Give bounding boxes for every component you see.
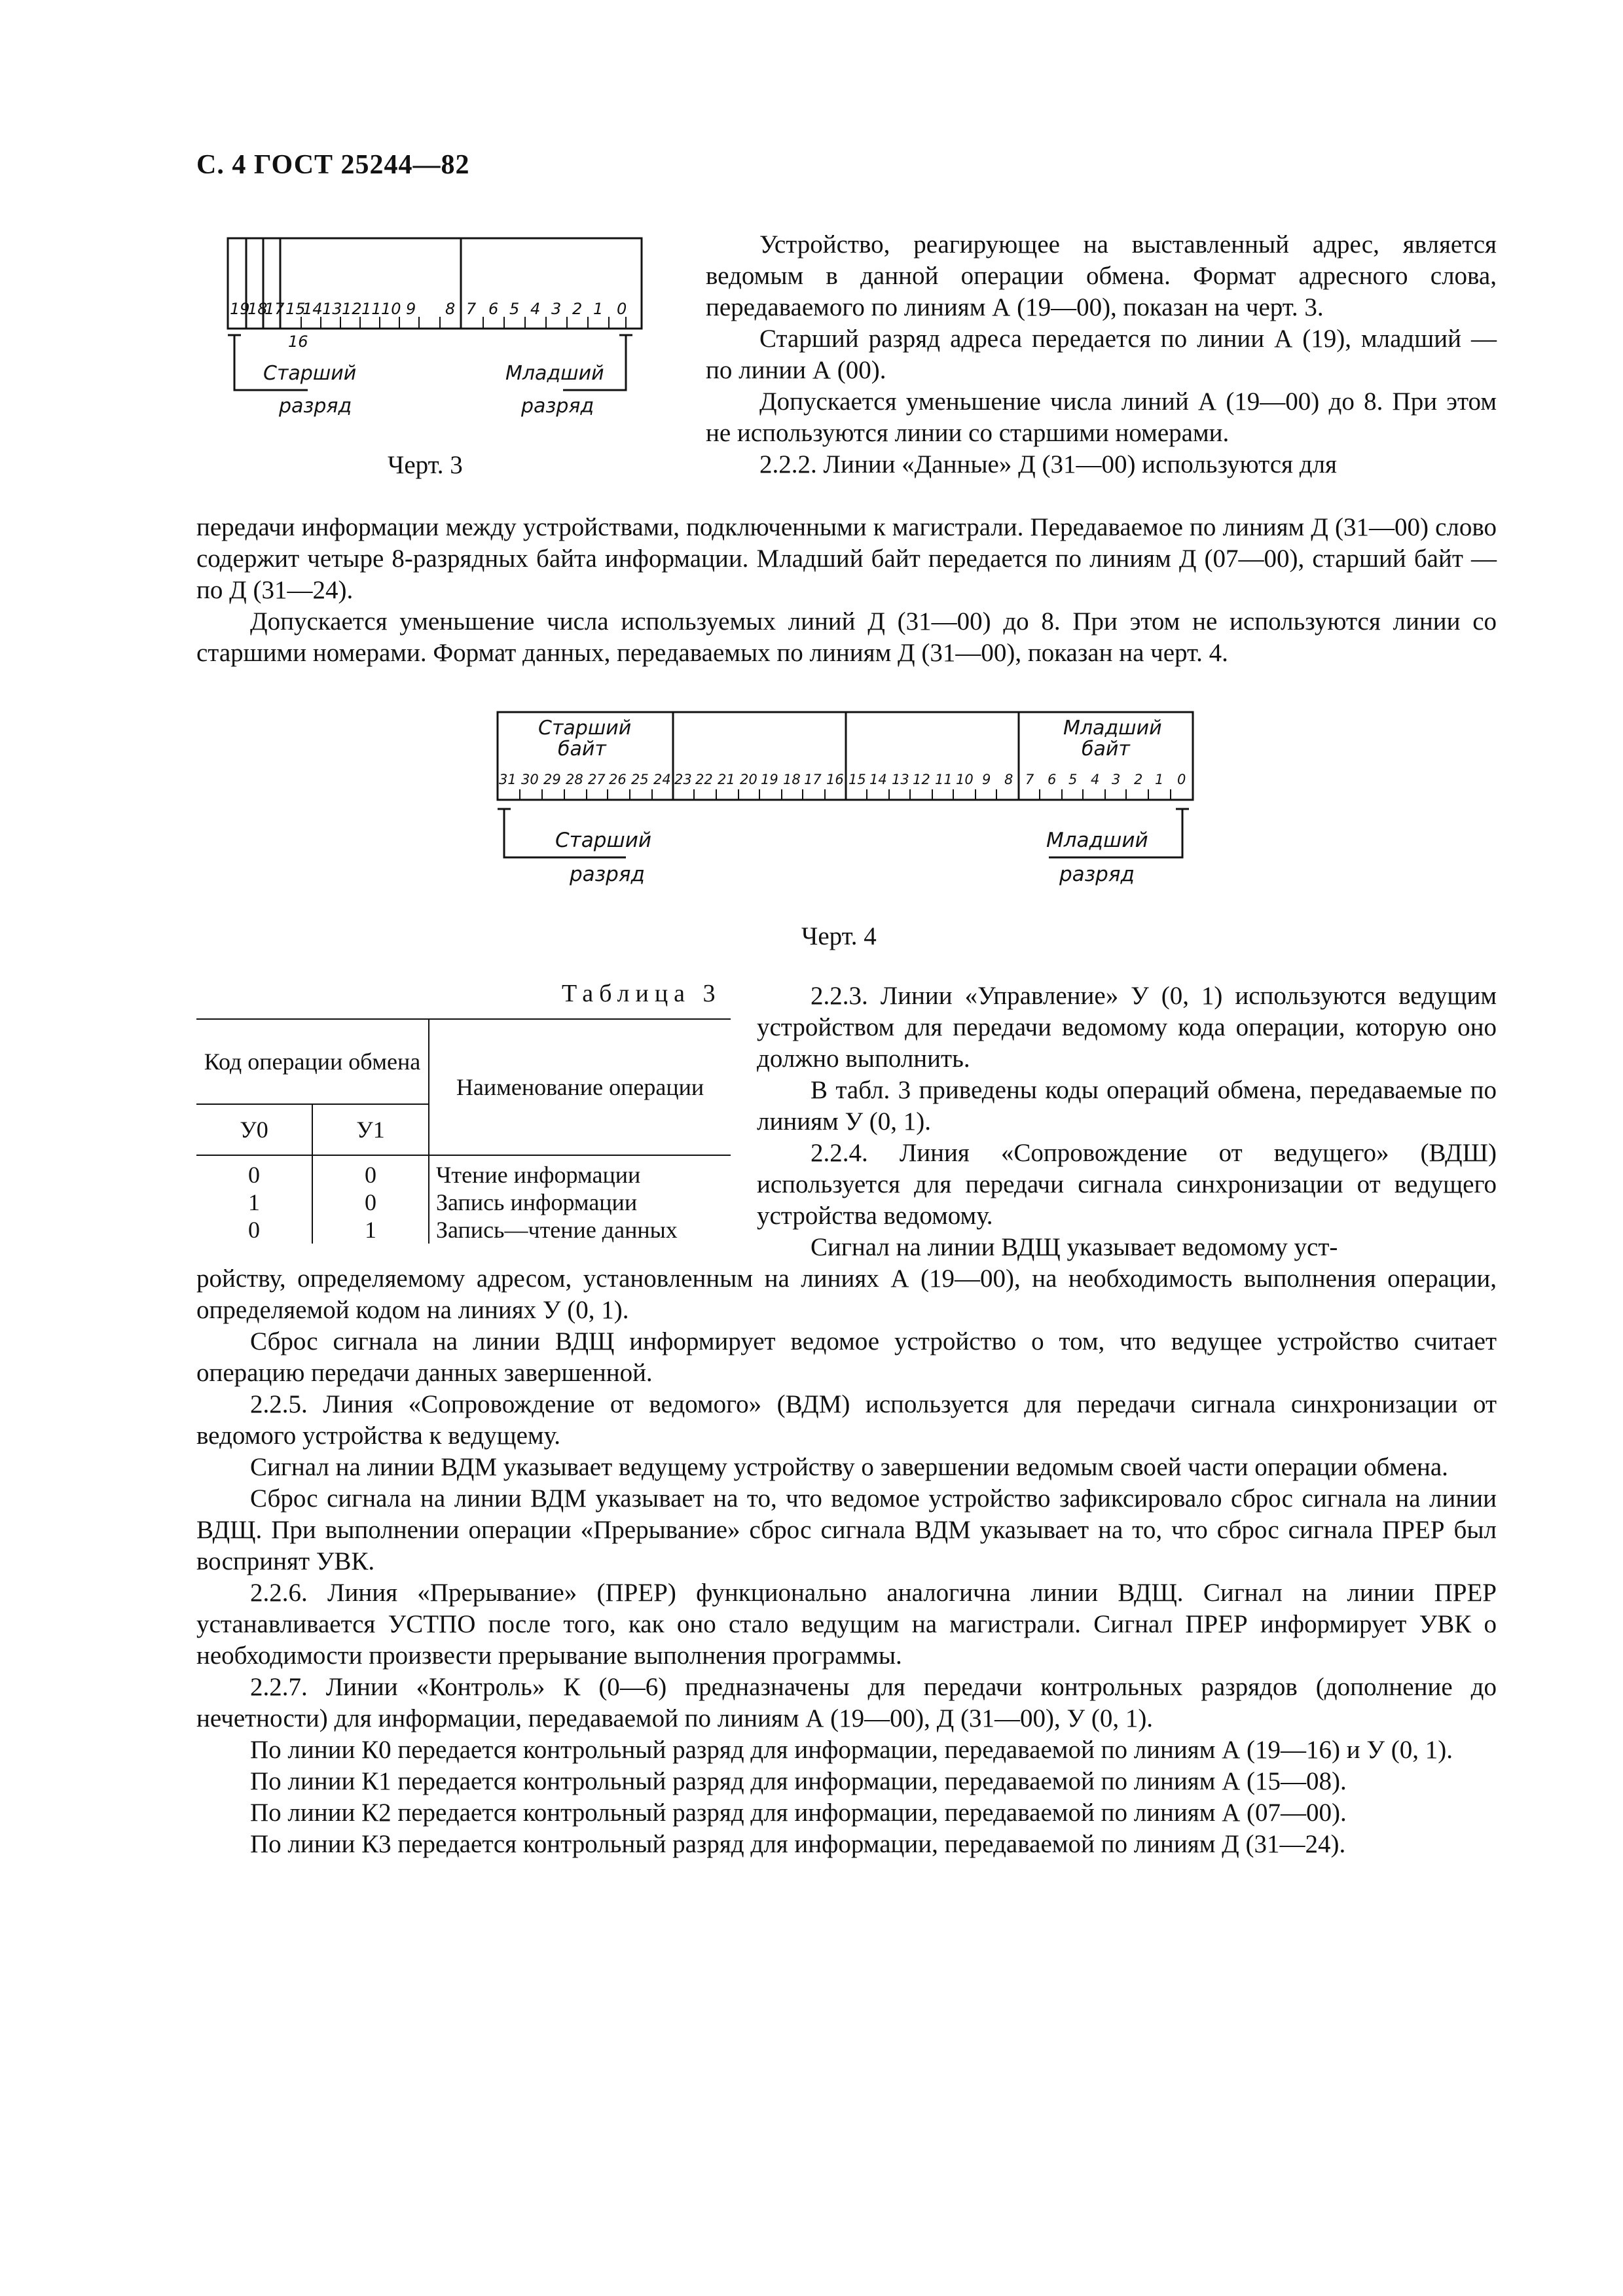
fig4-bait-left: байт (558, 738, 606, 761)
fig4-bit: 12 (913, 772, 930, 787)
fig3-bit: 11 (361, 300, 382, 318)
paragraph: По линии К2 передается контрольный разряд для информации, передаваемой по линиям А (07—00). (250, 1799, 1347, 1827)
table3-cell: 1 (312, 1216, 429, 1244)
table3-cell: 0 (312, 1161, 429, 1189)
paragraph: 2.2.3. Линии «Управление» У (0, 1) используются ведущим устройством для передачи ведомому кода операции, которую оно должно выполнить. (757, 982, 1497, 1073)
paragraph: Допускается уменьшение числа используемых линий Д (31—00) до 8. При этом не используются линии со старшими номерами. Формат данных, передаваемых по линиям Д (31—00), показан на черт. 4. (196, 607, 1497, 667)
fig4-bit: 0 (1177, 772, 1186, 787)
table-row (196, 1161, 731, 1189)
fig3-bit: 6 (488, 300, 499, 318)
fig3-bit: 5 (509, 300, 520, 318)
fig4-senior-byte: Старший (538, 717, 632, 740)
fig3-bit: 13 (322, 300, 342, 318)
fig3-bit: 7 (466, 300, 477, 318)
fig4-bit: 16 (826, 772, 844, 787)
fig3-bit: 1 (593, 300, 604, 318)
fig3-bit: 9 (406, 300, 416, 318)
paragraph: По линии К1 передается контрольный разряд для информации, передаваемой по линиям А (15—08). (250, 1767, 1347, 1795)
fig4-bit: 22 (695, 772, 713, 787)
fig4-bit: 23 (674, 772, 692, 787)
fig3-bit: 4 (530, 300, 541, 318)
fig4-bit: 18 (783, 772, 801, 787)
fig3-bit: 2 (572, 300, 583, 318)
fig3-bit: 10 (381, 300, 401, 318)
paragraph: Устройство, реагирующее на выставленный адрес, является ведомым в данной операции обмена. Формат адресного слова, передаваемого по линиям А (19—00), показан на черт. 3. (706, 230, 1497, 321)
table3-cell: 0 (312, 1189, 429, 1216)
fig4-bit: 15 (848, 772, 866, 787)
paragraph: ройству, определяемому адресом, установленным на линиях А (19—00), на необходимость выполнения операции, определяемой кодом на линиях У (0, 1). (196, 1265, 1497, 1324)
fig4-bait-right: байт (1082, 738, 1130, 761)
table3-cell: 0 (196, 1216, 312, 1244)
paragraph: Старший разряд адреса передается по линии А (19), младший — по линии А (00). (706, 325, 1497, 384)
page-header: С. 4 ГОСТ 25244—82 (196, 150, 470, 180)
fig4-bit: 26 (609, 772, 627, 787)
table3-head-code: Код операции обмена (196, 1019, 429, 1104)
paragraph: Сигнал на линии ВДМ указывает ведущему устройству о завершении ведомым своей части операции обмена. (250, 1453, 1448, 1481)
fig4-bit: 21 (718, 772, 735, 787)
fig3-junior-label: Младший (505, 362, 604, 385)
right-column-2 (757, 980, 1497, 1263)
table3-col-u1: У1 (312, 1104, 429, 1155)
fig3-bit: 17 (264, 300, 285, 318)
fig3-bit: 8 (445, 300, 456, 318)
full-width-block-1 (196, 512, 1497, 669)
fig3-caption: Черт. 3 (388, 451, 463, 479)
paragraph: Сброс сигнала на линии ВДМ указывает на то, что ведомое устройство зафиксировало сброс сигнала на линии ВДЩ. При выполнении операции «Прерывание» сброс сигнала ВДМ указывает на то, что сброс сигнала ПРЕР был воспринят УВК. (196, 1484, 1497, 1575)
table3-cell: Чтение информации (429, 1161, 731, 1189)
table3-cell: 0 (196, 1161, 312, 1189)
fig4-bit: 7 (1025, 772, 1034, 787)
fig3-bit: 12 (342, 300, 362, 318)
paragraph: Сброс сигнала на линии ВДЩ информирует ведомое устройство о том, что ведущее устройство считает операцию передачи данных завершенной. (196, 1327, 1497, 1387)
table-row (196, 1189, 731, 1216)
fig4-bit: 24 (653, 772, 671, 787)
paragraph: 2.2.6. Линия «Прерывание» (ПРЕР) функционально аналогична линии ВДЩ. Сигнал на линии ПРЕР устанавливается УСТПО после того, как оно стало ведущим на магистрали. Сигнал ПРЕР информирует УВК о необходимости произвести прерывание выполнения программы. (196, 1579, 1497, 1670)
paragraph: 2.2.4. Линия «Сопровождение от ведущего» (ВДШ) используется для передачи сигнала синхронизации от ведущего устройства ведомому. (757, 1139, 1497, 1230)
fig4-bit: 2 (1134, 772, 1143, 787)
fig3-razryad-right: разряд (521, 395, 594, 418)
fig4-junior-byte: Младший (1063, 717, 1162, 740)
fig3-bit: 19 (230, 300, 250, 318)
paragraph: По линии К3 передается контрольный разряд для информации, передаваемой по линиям Д (31—24). (250, 1830, 1346, 1858)
table-row (196, 1216, 731, 1244)
fig4-bit: 29 (543, 772, 561, 787)
paragraph: Сигнал на линии ВДЩ указывает ведомому уст- (811, 1233, 1338, 1261)
fig4-bit: 4 (1091, 772, 1100, 787)
table3 (196, 1018, 731, 1244)
fig4-bit: 27 (588, 772, 606, 787)
figure-3-address-format (223, 236, 655, 432)
fig4-bit: 30 (521, 772, 539, 787)
paragraph: 2.2.7. Линии «Контроль» К (0—6) предназначены для передачи контрольных разрядов (дополнение до нечетности) для информации, передаваемой по линиям А (19—00), Д (31—00), У (0, 1). (196, 1673, 1497, 1732)
fig4-bit: 1 (1155, 772, 1164, 787)
table3-cell: Запись информации (429, 1189, 731, 1216)
fig4-razryad-left: разряд (570, 863, 645, 886)
table3-cell: 1 (196, 1189, 312, 1216)
fig4-bit: 13 (892, 772, 909, 787)
table3-col-u0: У0 (196, 1104, 312, 1155)
fig4-bit: 6 (1048, 772, 1057, 787)
paragraph: По линии К0 передается контрольный разряд для информации, передаваемой по линиям А (19—16) и У (0, 1). (250, 1736, 1453, 1764)
fig4-bit: 9 (982, 772, 991, 787)
fig4-bit: 25 (631, 772, 649, 787)
fig3-bit: 18 (247, 300, 268, 318)
fig4-bit: 28 (566, 772, 583, 787)
fig4-bit: 5 (1068, 772, 1078, 787)
fig3-bit: 14 (302, 300, 323, 318)
table3-cell: Запись—чтение данных (429, 1216, 731, 1244)
fig4-bit: 11 (935, 772, 953, 787)
table3-title: Таблица 3 (562, 980, 721, 1007)
paragraph: 2.2.5. Линия «Сопровождение от ведомого» (ВДМ) используется для передачи сигнала синхронизации от ведомого устройства к ведущему. (196, 1390, 1497, 1450)
table3-head-name: Наименование операции (429, 1019, 731, 1155)
right-column-1 (706, 229, 1497, 480)
fig4-bit: 3 (1112, 772, 1121, 787)
fig4-junior-label: Младший (1046, 829, 1148, 852)
fig3-senior-label: Старший (263, 362, 357, 385)
fig4-razryad-right: разряд (1059, 863, 1135, 886)
fig3-bit-16: 16 (288, 332, 308, 351)
fig4-bit: 14 (869, 772, 887, 787)
fig4-bit: 10 (956, 772, 974, 787)
fig3-bit: 15 (285, 300, 306, 318)
fig3-razryad-left: разряд (279, 395, 352, 418)
fig4-bit: 31 (499, 772, 517, 787)
paragraph: передачи информации между устройствами, подключенными к магистрали. Передаваемое по линиям Д (31—00) слово содержит четыре 8-разрядных байта информации. Младший байт передается по линиям Д (07—00), старший байт — по Д (31—24). (196, 513, 1497, 604)
fig4-bit: 17 (804, 772, 822, 787)
fig3-bit: 3 (551, 300, 562, 318)
paragraph: В табл. 3 приведены коды операций обмена, передаваемые по линиям У (0, 1). (757, 1076, 1497, 1136)
full-width-block-2 (196, 1263, 1497, 1860)
fig4-senior-label: Старший (555, 829, 652, 852)
paragraph: Допускается уменьшение числа линий А (19—00) до 8. При этом не используются линии со старшими номерами. (706, 387, 1497, 447)
fig4-bit: 20 (740, 772, 757, 787)
fig4-bit: 8 (1004, 772, 1013, 787)
paragraph: 2.2.2. Линии «Данные» Д (31—00) используются для (759, 450, 1337, 478)
fig3-bit: 0 (617, 300, 627, 318)
figure-4-data-format (495, 709, 1215, 919)
fig4-caption: Черт. 4 (801, 922, 877, 950)
fig4-bit: 19 (761, 772, 778, 787)
